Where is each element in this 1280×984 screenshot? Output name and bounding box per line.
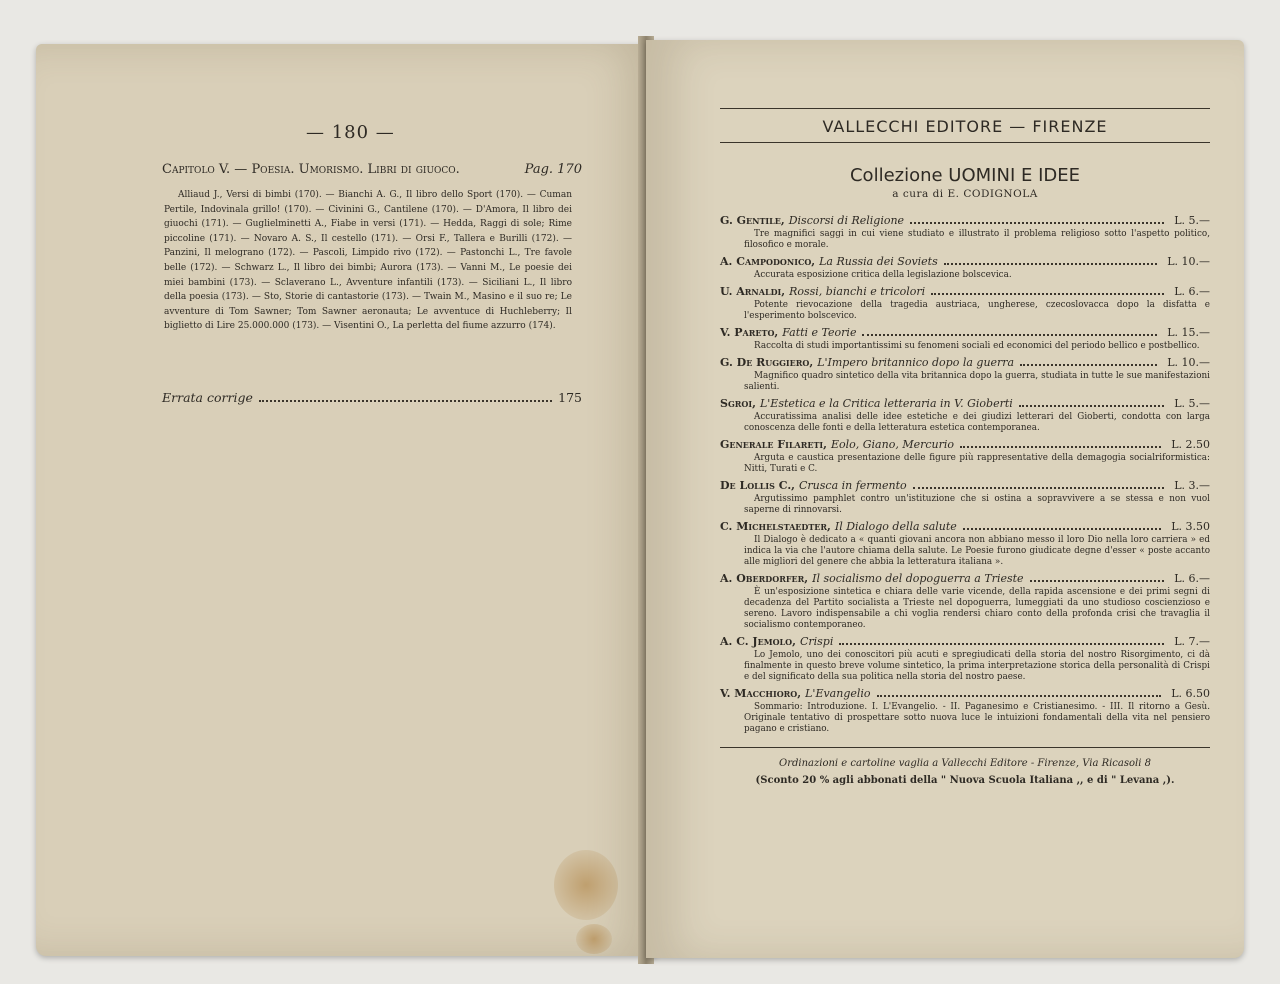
item-author: C. Michelstaedter, — [720, 520, 831, 533]
item-description: Sommario: Introduzione. I. L'Evangelio. - II. Paganesimo e Cristianesimo. - III. Il ritorno a Gesù. Originale tentativo di prospettare sotto nuova luce le intuizioni fondamentali della vita nel pensiero pagano e cristiano. — [744, 702, 1210, 734]
item-title: La Russia dei Soviets — [819, 255, 938, 268]
catalog-item — [720, 520, 1210, 568]
item-price: L. 6.— — [1174, 572, 1210, 585]
catalog-item — [720, 326, 1210, 352]
item-price: L. 5.— — [1174, 397, 1210, 410]
item-price: L. 3.50 — [1171, 520, 1210, 533]
water-stain — [576, 924, 612, 954]
dot-leader — [931, 293, 1164, 295]
item-description: Il Dialogo è dedicato a « quanti giovani ancora non abbiano messo il loro Dio nella loro carriera » ed indica la via che l'autore chiama della salute. Le Poesie furono giudicate degne d'esser « poste accanto alle migliori del genere che abbia la letteratura italiana ». — [744, 535, 1210, 567]
item-title: Eolo, Giano, Mercurio — [830, 438, 954, 451]
item-price: L. 10.— — [1167, 255, 1210, 268]
item-price: L. 6.— — [1174, 285, 1210, 298]
catalog-item — [720, 572, 1210, 631]
item-author: V. Macchioro, — [720, 687, 802, 700]
order-info: Ordinazioni e cartoline vaglia a Vallecchi Editore - Firenze, Via Ricasoli 8 — [779, 758, 1151, 769]
dot-leader — [1019, 405, 1164, 407]
chapter-label: Capitolo V. — Poesia. Umorismo. Libri di giuoco. — [162, 162, 460, 177]
curator: a cura di E. CODIGNOLA — [892, 188, 1038, 200]
dot-leader — [910, 222, 1164, 224]
dot-leader — [963, 528, 1161, 530]
item-price: L. 7.— — [1174, 635, 1210, 648]
catalog-item-heading — [720, 520, 1210, 533]
item-title: Rossi, bianchi e tricolori — [789, 285, 926, 298]
open-book — [14, 36, 1264, 964]
item-title: Il Dialogo della salute — [834, 520, 957, 533]
dot-leader — [1030, 580, 1165, 582]
item-description: Tre magnifici saggi in cui viene studiato e illustrato il problema religioso sotto l'aspetto politico, filosofico e morale. — [744, 229, 1210, 250]
item-title: L'Impero britannico dopo la guerra — [817, 356, 1015, 369]
item-title: L'Estetica e la Critica letteraria in V. Gioberti — [759, 397, 1013, 410]
catalog-item — [720, 285, 1210, 322]
water-stain — [554, 850, 618, 920]
item-description: Potente rievocazione della tragedia austriaca, ungherese, czecoslovacca dopo la disfatta e l'esperimento bolscevico. — [744, 300, 1210, 321]
catalog-item — [720, 438, 1210, 475]
item-title: Crispi — [799, 635, 834, 648]
item-price: L. 5.— — [1174, 214, 1210, 227]
left-page — [36, 44, 656, 956]
catalog-item-heading — [720, 214, 1210, 227]
dot-leader — [862, 334, 1157, 336]
catalog — [720, 108, 1210, 786]
item-author: G. De Ruggiero, — [720, 356, 814, 369]
item-title: Il socialismo del dopoguerra a Trieste — [812, 572, 1024, 585]
errata-page: 175 — [558, 390, 582, 405]
item-price: L. 2.50 — [1171, 438, 1210, 451]
catalog-item-heading — [720, 397, 1210, 410]
catalog-item-heading — [720, 572, 1210, 585]
item-description: Lo Jemolo, uno dei conoscitori più acuti e spregiudicati della storia del nostro Risorgimento, ci dà finalmente in questo breve volume sintetico, la prima interpretazione storica della personalità di Crispi e del significato della sua politica nella storia del nostro paese. — [744, 650, 1210, 682]
catalog-item-heading — [720, 356, 1210, 369]
catalog-item — [720, 635, 1210, 683]
item-author: A. Campodonico, — [720, 255, 816, 268]
dot-leader — [960, 446, 1161, 448]
catalog-item-heading — [720, 326, 1210, 339]
catalog-item — [720, 397, 1210, 434]
dot-leader — [1020, 364, 1157, 366]
item-author: V. Pareto, — [720, 326, 779, 339]
item-author: Sgroi, — [720, 397, 756, 410]
item-title: Crusca in fermento — [799, 479, 907, 492]
chapter-heading — [162, 162, 582, 177]
item-author: A. Oberdorfer, — [720, 572, 809, 585]
item-title: Discorsi di Religione — [788, 214, 905, 227]
dot-leader — [944, 263, 1157, 265]
catalog-item — [720, 479, 1210, 516]
dot-leader — [259, 400, 552, 402]
item-price: L. 15.— — [1167, 326, 1210, 339]
item-description: Accuratissima analisi delle idee estetiche e dei giudizi letterari del Gioberti, condotta con larga conoscenza delle fonti e della letteratura estetica contemporanea. — [744, 412, 1210, 433]
item-title: Fatti e Teorie — [782, 326, 857, 339]
item-price: L. 10.— — [1167, 356, 1210, 369]
item-price: L. 3.— — [1174, 479, 1210, 492]
item-description: Raccolta di studi importantissimi su fenomeni sociali ed economici del periodo bellico e postbellico. — [754, 341, 1200, 351]
item-author: A. C. Jemolo, — [720, 635, 796, 648]
catalog-item — [720, 356, 1210, 393]
book-list — [720, 214, 1210, 735]
collection-title: Collezione UOMINI E IDEE — [849, 165, 1080, 186]
item-description: È un'esposizione sintetica e chiara delle varie vicende, della rapida ascensione e dei primi segni di decadenza del Partito socialista a Trieste nel dopoguerra, lumeggiati da uno studioso coscienzioso e sereno. Lavoro indispensabile a chi voglia rendersi chiaro conto della profonda crisi che travaglia il socialismo contemporaneo. — [744, 587, 1210, 630]
catalog-item-heading — [720, 687, 1210, 700]
errata-line — [162, 390, 582, 405]
item-title: L'Evangelio — [805, 687, 871, 700]
dot-leader — [839, 643, 1164, 645]
item-author: Generale Filareti, — [720, 438, 827, 451]
page-number: — 180 — — [306, 122, 395, 143]
publisher-header: VALLECCHI EDITORE — FIRENZE — [720, 108, 1210, 143]
catalog-item — [720, 255, 1210, 281]
catalog-item-heading — [720, 479, 1210, 492]
item-author: G. Gentile, — [720, 214, 785, 227]
order-footer — [720, 747, 1210, 786]
chapter-entries: Alliaud J., Versi di bimbi (170). — Bianchi A. G., Il libro dello Sport (170). — Cuman Pertile, Indovinala grillo! (170). — Civinini G., Cantilene (170). — D'Amora, Il libro dei giuochi (171). — Guglielminetti A., Fiabe in versi (171). — Hedda, Raggi di sole; Rime piccoline (171). — Novaro A. S., Il cestello (171). — Orsi F., Tallera e Burilli (172). — Panzini, Il melograno (172). — Pascoli, Limpido rivo (172). — Pastonchi L., Tre favole belle (172). — Schwarz L., Il libro dei bimbi; Aurora (173). — Vanni M., Le poesie dei miei bambini (173). — Sclaverano L., Avventure infantili (173). — Siciliani L., Il libro della poesia (173). — Sto, Storie di cantastorie (173). — Twain M., Masino e il suo re; Le avventure di Tom Sawner; Tom Sawner aeronauta; Le avventuce di Huchleberry; Il biglietto di Lire 25.000.000 (173). — Visentini O., La perletta del fiume azzurro (174). — [164, 190, 572, 332]
item-author: De Lollis C., — [720, 479, 795, 492]
item-description: Magnifico quadro sintetico della vita britannica dopo la guerra, studiata in tutte le sue manifestazioni salienti. — [744, 371, 1210, 392]
discount-info: (Sconto 20 % agli abbonati della " Nuova Scuola Italiana ,, e di " Levana ,). — [755, 775, 1175, 786]
catalog-item — [720, 214, 1210, 251]
errata-label: Errata corrige — [162, 390, 253, 405]
item-description: Arguta e caustica presentazione delle figure più rappresentative della demagogia socialriformistica: Nitti, Turati e C. — [744, 453, 1210, 474]
item-author: U. Arnaldi, — [720, 285, 786, 298]
catalog-item-heading — [720, 285, 1210, 298]
dot-leader — [913, 487, 1165, 489]
item-description: Argutissimo pamphlet contro un'istituzione che si ostina a sopravvivere a se stessa e non vuol saperne di rinnovarsi. — [744, 494, 1210, 515]
catalog-item — [720, 687, 1210, 735]
dot-leader — [877, 695, 1162, 697]
catalog-item-heading — [720, 255, 1210, 268]
catalog-item-heading — [720, 438, 1210, 451]
right-page — [646, 40, 1244, 958]
item-description: Accurata esposizione critica della legislazione bolscevica. — [754, 270, 1012, 280]
catalog-item-heading — [720, 635, 1210, 648]
chapter-page: Pag. 170 — [524, 162, 582, 177]
item-price: L. 6.50 — [1171, 687, 1210, 700]
